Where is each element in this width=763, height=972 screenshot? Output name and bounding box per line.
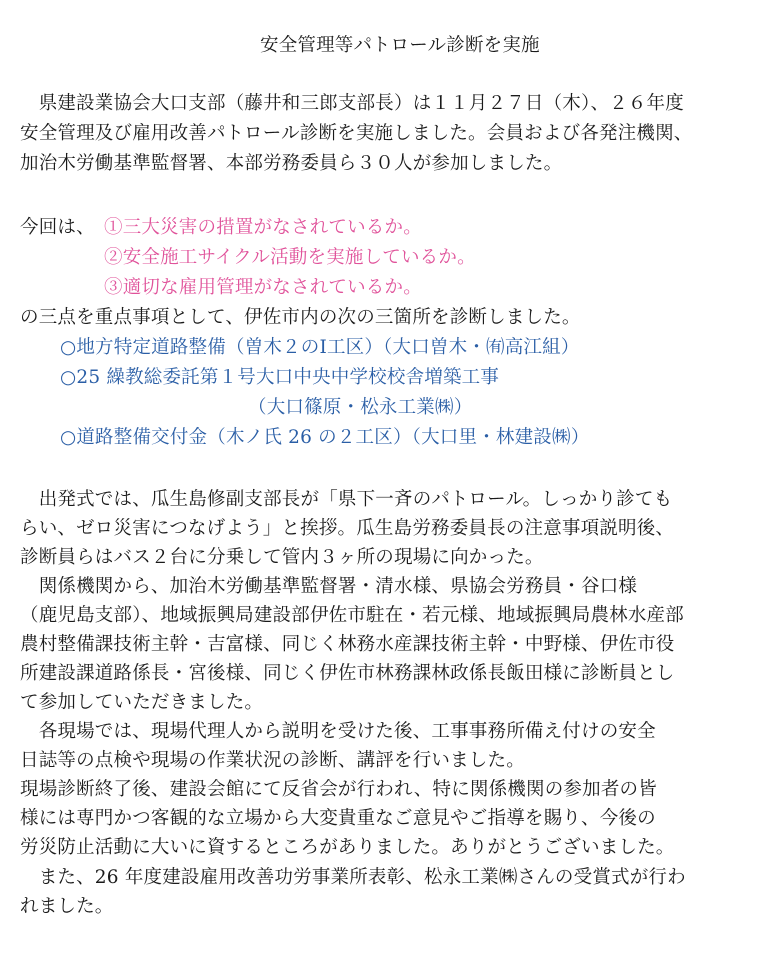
body-line-13: 労災防止活動に大いに資するところがありました。ありがとうございました。: [20, 837, 675, 858]
body-line-4: 関係機関から、加治木労働基準監督署・清水様、県協会労務員・谷口様: [20, 576, 638, 597]
body-line-10: 日誌等の点検や現場の作業状況の診断、講評を行いました。: [20, 750, 525, 771]
focus-item-3: ③適切な雇用管理がなされているか。: [104, 277, 422, 298]
body-line-9: 各現場では、現場代理人から説明を受けた後、工事事務所備え付けの安全: [20, 721, 656, 742]
site-3: ○道路整備交付金（木ノ氏 26 の２工区）（大口里・林建設㈱）: [60, 427, 590, 448]
intro-line-1: 県建設業協会大口支部（藤井和三郎支部長）は１１月２７日（木）、２６年度: [20, 93, 684, 114]
body-line-3: 診断員らはバス２台に分乗して管内３ヶ所の現場に向かった。: [20, 547, 544, 568]
focus-item-2: ②安全施工サイクル活動を実施しているか。: [104, 247, 476, 268]
site-1: ○地方特定道路整備（曽木２のⅠ工区）（大口曽木・㈲高江組）: [60, 337, 580, 358]
body-line-5: （鹿児島支部）、地域振興局建設部伊佐市駐在・若元様、地域振興局農林水産部: [20, 605, 684, 626]
focus-conclusion: の三点を重点事項として、伊佐市内の次の三箇所を診断しました。: [20, 307, 581, 328]
body-line-11: 現場診断終了後、建設会館にて反省会が行われ、特に関係機関の参加者の皆: [20, 779, 657, 800]
article-title: 安全管理等パトロール診断を実施: [260, 35, 540, 56]
site-2-contractor: （大口篠原・松永工業㈱）: [248, 397, 473, 418]
intro-line-2: 安全管理及び雇用改善パトロール診断を実施しました。会員および各発注機関、: [20, 123, 693, 144]
body-line-15: れました。: [20, 896, 114, 917]
body-line-12: 様には専門かつ客観的な立場から大変貴重なご意見やご指導を賜り、今後の: [20, 808, 656, 829]
body-line-1: 出発式では、瓜生島修副支部長が「県下一斉のパトロール。しっかり診ても: [20, 489, 673, 510]
body-line-8: て参加していただきました。: [20, 692, 264, 713]
site-2: ○25 繰教総委託第１号大口中央中学校校舎増築工事: [60, 367, 500, 388]
body-line-7: 所建設課道路係長・宮後様、同じく伊佐市林務課林政係長飯田様に診断員とし: [20, 663, 675, 684]
intro-line-3: 加治木労働基準監督署、本部労務委員ら３０人が参加しました。: [20, 153, 563, 174]
body-line-14: また、26 年度建設雇用改善功労事業所表彰、松永工業㈱さんの受賞式が行わ: [20, 867, 686, 888]
focus-item-1: ①三大災害の措置がなされているか。: [104, 217, 422, 238]
body-line-2: らい、ゼロ災害につなげよう」と挨拶。瓜生島労務委員長の注意事項説明後、: [20, 518, 675, 539]
body-line-6: 農村整備課技術主幹・吉富様、同じく林務水産課技術主幹・中野様、伊佐市役: [20, 634, 675, 655]
focus-lead: 今回は、: [20, 217, 95, 238]
